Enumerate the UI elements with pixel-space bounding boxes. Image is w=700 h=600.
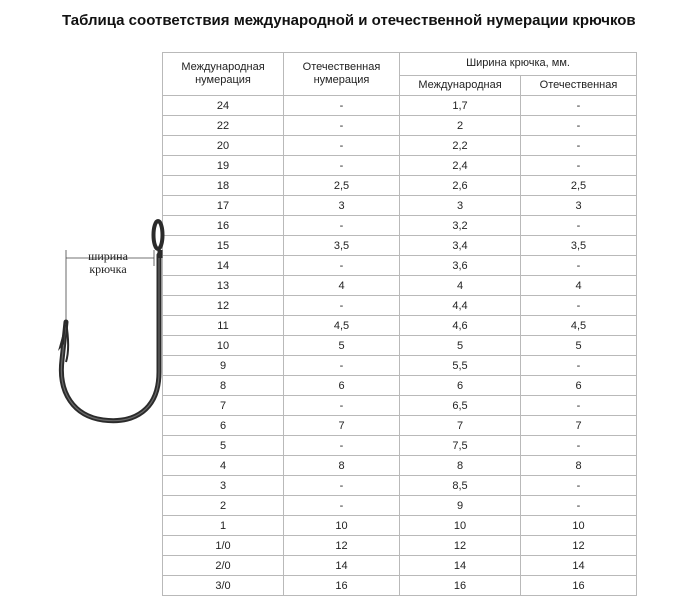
cell-domestic-number: - <box>284 356 400 376</box>
cell-domestic-number: 3 <box>284 196 400 216</box>
cell-domestic-number: 8 <box>284 456 400 476</box>
cell-width-international: 4 <box>400 276 521 296</box>
cell-width-domestic: - <box>521 256 637 276</box>
cell-width-international: 4,6 <box>400 316 521 336</box>
header-width-international: Международная <box>400 75 521 95</box>
cell-domestic-number: 2,5 <box>284 176 400 196</box>
cell-international-number: 17 <box>163 196 284 216</box>
cell-width-domestic: 6 <box>521 376 637 396</box>
cell-international-number: 2/0 <box>163 556 284 576</box>
cell-domestic-number: - <box>284 156 400 176</box>
cell-width-domestic: - <box>521 356 637 376</box>
cell-international-number: 1/0 <box>163 536 284 556</box>
cell-width-international: 7 <box>400 416 521 436</box>
table-row <box>163 356 637 376</box>
cell-width-domestic: 14 <box>521 556 637 576</box>
cell-width-international: 2,2 <box>400 136 521 156</box>
cell-width-international: 14 <box>400 556 521 576</box>
hook-width-label-line2: крючка <box>89 262 127 276</box>
cell-width-international: 2,4 <box>400 156 521 176</box>
cell-width-international: 8,5 <box>400 476 521 496</box>
cell-width-domestic: - <box>521 496 637 516</box>
cell-width-domestic: 2,5 <box>521 176 637 196</box>
header-domestic-numbering: Отечественная нумерация <box>284 53 400 96</box>
cell-international-number: 3 <box>163 476 284 496</box>
cell-international-number: 1 <box>163 516 284 536</box>
cell-width-international: 6 <box>400 376 521 396</box>
table-row <box>163 456 637 476</box>
cell-width-domestic: - <box>521 116 637 136</box>
cell-width-domestic: 12 <box>521 536 637 556</box>
cell-domestic-number: 4,5 <box>284 316 400 336</box>
cell-international-number: 22 <box>163 116 284 136</box>
table-row <box>163 516 637 536</box>
cell-width-international: 1,7 <box>400 96 521 116</box>
cell-international-number: 3/0 <box>163 576 284 596</box>
cell-width-international: 3,4 <box>400 236 521 256</box>
table-row <box>163 576 637 596</box>
table-row <box>163 316 637 336</box>
cell-width-domestic: 4,5 <box>521 316 637 336</box>
table-row <box>163 436 637 456</box>
cell-domestic-number: 10 <box>284 516 400 536</box>
table-row <box>163 216 637 236</box>
table-row <box>163 476 637 496</box>
cell-international-number: 4 <box>163 456 284 476</box>
cell-domestic-number: - <box>284 496 400 516</box>
table-row <box>163 416 637 436</box>
cell-width-international: 16 <box>400 576 521 596</box>
cell-width-domestic: 8 <box>521 456 637 476</box>
cell-domestic-number: - <box>284 216 400 236</box>
cell-international-number: 5 <box>163 436 284 456</box>
cell-width-domestic: 7 <box>521 416 637 436</box>
table-row <box>163 296 637 316</box>
table-row <box>163 496 637 516</box>
cell-international-number: 16 <box>163 216 284 236</box>
cell-international-number: 7 <box>163 396 284 416</box>
page-title: Таблица соответствия международной и отечественной нумерации крючков <box>62 12 636 29</box>
cell-width-international: 2 <box>400 116 521 136</box>
hook-width-label-line1: ширина <box>88 249 128 263</box>
table-row <box>163 536 637 556</box>
cell-width-domestic: - <box>521 436 637 456</box>
cell-domestic-number: 16 <box>284 576 400 596</box>
cell-international-number: 19 <box>163 156 284 176</box>
cell-international-number: 24 <box>163 96 284 116</box>
cell-international-number: 15 <box>163 236 284 256</box>
cell-width-domestic: 16 <box>521 576 637 596</box>
cell-international-number: 2 <box>163 496 284 516</box>
cell-width-international: 8 <box>400 456 521 476</box>
table-row <box>163 136 637 156</box>
cell-domestic-number: - <box>284 116 400 136</box>
header-international-numbering: Международная нумерация <box>163 53 284 96</box>
header-hook-width: Ширина крючка, мм. <box>400 53 637 76</box>
cell-width-domestic: - <box>521 396 637 416</box>
cell-domestic-number: 12 <box>284 536 400 556</box>
cell-width-domestic: - <box>521 136 637 156</box>
cell-width-international: 12 <box>400 536 521 556</box>
cell-width-international: 6,5 <box>400 396 521 416</box>
cell-width-domestic: - <box>521 216 637 236</box>
cell-international-number: 6 <box>163 416 284 436</box>
table-row <box>163 396 637 416</box>
cell-international-number: 20 <box>163 136 284 156</box>
cell-width-international: 3 <box>400 196 521 216</box>
table-body <box>163 96 637 596</box>
table-row <box>163 196 637 216</box>
cell-width-domestic: - <box>521 96 637 116</box>
cell-domestic-number: - <box>284 136 400 156</box>
table-row <box>163 276 637 296</box>
cell-domestic-number: 4 <box>284 276 400 296</box>
cell-domestic-number: - <box>284 396 400 416</box>
table-row <box>163 156 637 176</box>
cell-domestic-number: - <box>284 256 400 276</box>
hook-width-label <box>68 250 148 276</box>
cell-domestic-number: 5 <box>284 336 400 356</box>
cell-width-domestic: - <box>521 476 637 496</box>
cell-domestic-number: 3,5 <box>284 236 400 256</box>
header-width-domestic: Отечественная <box>521 75 637 95</box>
cell-international-number: 14 <box>163 256 284 276</box>
cell-width-domestic: 3 <box>521 196 637 216</box>
table-row <box>163 336 637 356</box>
cell-domestic-number: - <box>284 436 400 456</box>
table-row <box>163 176 637 196</box>
cell-domestic-number: - <box>284 296 400 316</box>
cell-domestic-number: - <box>284 96 400 116</box>
cell-international-number: 8 <box>163 376 284 396</box>
cell-international-number: 10 <box>163 336 284 356</box>
table-row <box>163 116 637 136</box>
cell-width-international: 9 <box>400 496 521 516</box>
cell-width-international: 7,5 <box>400 436 521 456</box>
cell-domestic-number: - <box>284 476 400 496</box>
cell-international-number: 9 <box>163 356 284 376</box>
cell-international-number: 18 <box>163 176 284 196</box>
cell-width-domestic: 10 <box>521 516 637 536</box>
cell-width-international: 5,5 <box>400 356 521 376</box>
cell-international-number: 12 <box>163 296 284 316</box>
table-row <box>163 256 637 276</box>
cell-width-international: 2,6 <box>400 176 521 196</box>
cell-width-domestic: - <box>521 296 637 316</box>
cell-width-international: 3,2 <box>400 216 521 236</box>
cell-domestic-number: 14 <box>284 556 400 576</box>
table-row <box>163 236 637 256</box>
hook-size-table <box>162 52 637 596</box>
cell-international-number: 11 <box>163 316 284 336</box>
cell-width-domestic: 4 <box>521 276 637 296</box>
table-row <box>163 96 637 116</box>
table-row <box>163 376 637 396</box>
cell-width-international: 5 <box>400 336 521 356</box>
cell-width-domestic: 3,5 <box>521 236 637 256</box>
cell-width-international: 3,6 <box>400 256 521 276</box>
cell-domestic-number: 6 <box>284 376 400 396</box>
cell-width-domestic: - <box>521 156 637 176</box>
cell-width-international: 10 <box>400 516 521 536</box>
cell-international-number: 13 <box>163 276 284 296</box>
cell-width-international: 4,4 <box>400 296 521 316</box>
cell-domestic-number: 7 <box>284 416 400 436</box>
cell-width-domestic: 5 <box>521 336 637 356</box>
table-row <box>163 556 637 576</box>
